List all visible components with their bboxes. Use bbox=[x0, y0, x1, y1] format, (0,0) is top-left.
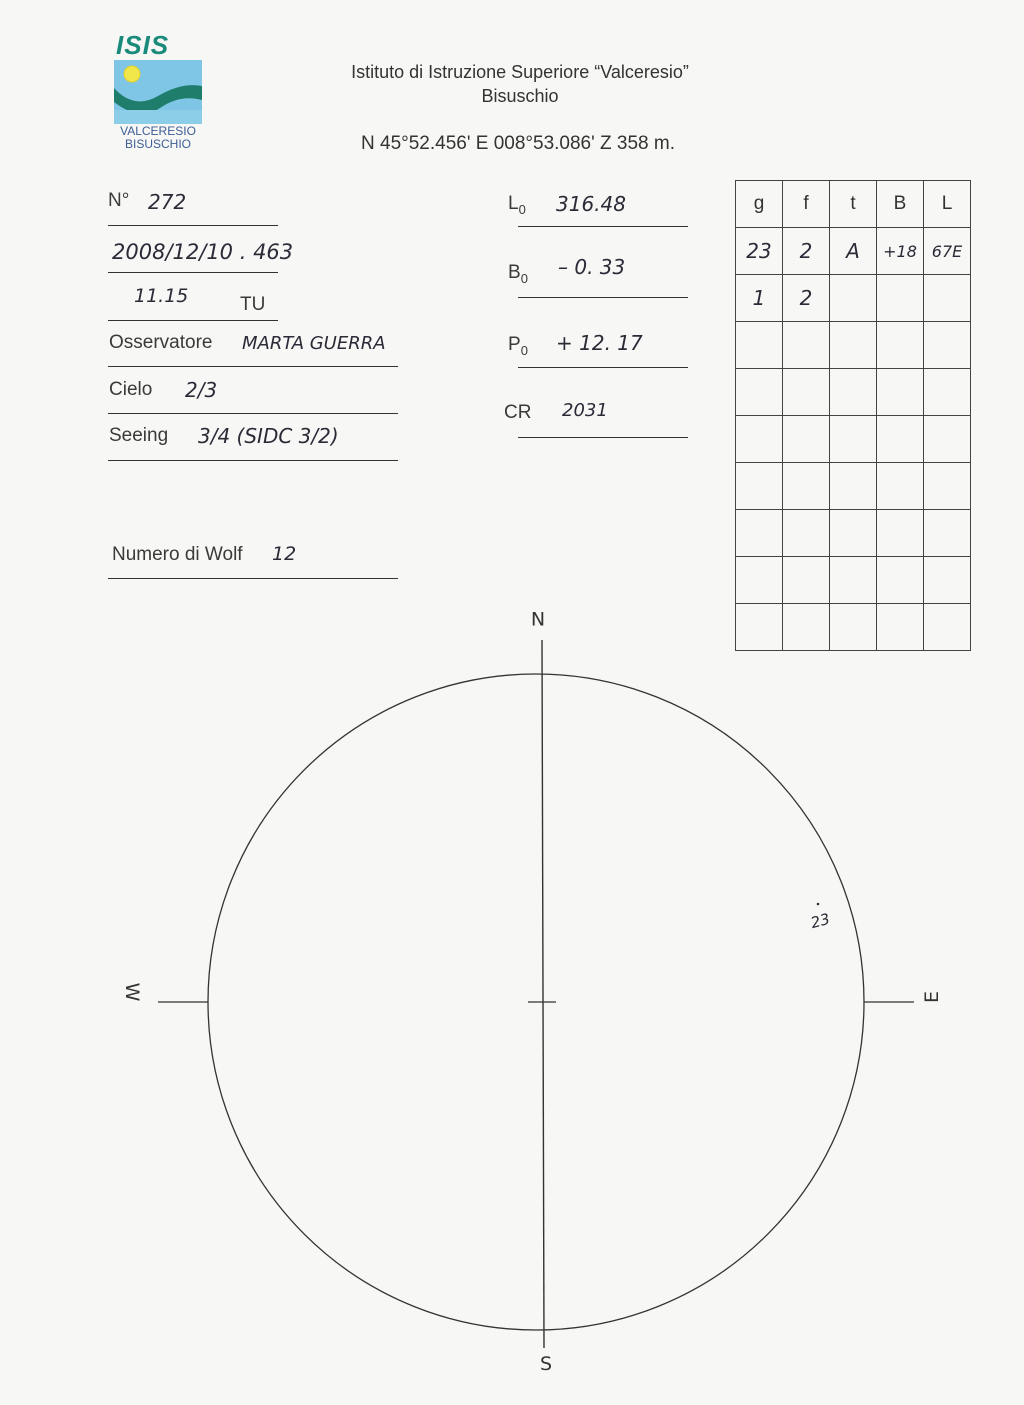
table-cell bbox=[736, 557, 783, 604]
east-label: E bbox=[921, 990, 943, 1004]
table-row bbox=[736, 557, 971, 604]
number-underline bbox=[108, 225, 278, 226]
b0-value: – 0. 33 bbox=[558, 255, 626, 279]
table-cell: 67E bbox=[924, 228, 971, 275]
table-cell bbox=[830, 322, 877, 369]
table-cell bbox=[877, 322, 924, 369]
table-cell bbox=[924, 416, 971, 463]
l0-subscript: 0 bbox=[518, 201, 526, 217]
b0-label bbox=[508, 262, 528, 286]
table-cell bbox=[736, 416, 783, 463]
south-label: S bbox=[539, 1353, 553, 1375]
number-value: 272 bbox=[148, 190, 187, 214]
time-underline bbox=[108, 320, 278, 321]
table-cell bbox=[783, 463, 830, 510]
table-header-row bbox=[736, 181, 971, 228]
observer-label: Osservatore bbox=[109, 332, 213, 353]
logo-brand: ISIS bbox=[116, 30, 170, 60]
logo-caption-line2: BISUSCHIO bbox=[124, 137, 191, 151]
table-cell: 2 bbox=[783, 228, 830, 275]
table-cell bbox=[924, 275, 971, 322]
table-header: B bbox=[877, 181, 924, 228]
table-cell bbox=[877, 557, 924, 604]
table-cell: 1 bbox=[736, 275, 783, 322]
table-cell: +18 bbox=[877, 228, 924, 275]
time-value: 11.15 bbox=[134, 285, 189, 307]
cr-underline bbox=[518, 437, 688, 438]
cr-value: 2031 bbox=[562, 400, 608, 421]
table-header: g bbox=[736, 181, 783, 228]
p0-value: + 12. 17 bbox=[556, 331, 643, 355]
wolf-label: Numero di Wolf bbox=[112, 544, 243, 565]
solar-disk-diagram bbox=[0, 600, 1024, 1400]
p0-underline bbox=[518, 367, 688, 368]
site-coordinates: N 45°52.456' E 008°53.086' Z 358 m. bbox=[361, 133, 675, 154]
table-row bbox=[736, 228, 971, 275]
table-cell bbox=[783, 322, 830, 369]
table-cell bbox=[783, 369, 830, 416]
b0-label-letter: B bbox=[508, 262, 521, 283]
table-cell bbox=[924, 557, 971, 604]
date-underline bbox=[108, 272, 278, 273]
table-cell bbox=[736, 322, 783, 369]
town-name: Bisuschio bbox=[481, 86, 559, 106]
table-cell bbox=[830, 275, 877, 322]
logo-icon bbox=[114, 60, 202, 124]
table-cell bbox=[877, 510, 924, 557]
table-cell bbox=[924, 369, 971, 416]
sky-label: Cielo bbox=[109, 379, 153, 400]
table-row bbox=[736, 463, 971, 510]
table-cell: 2 bbox=[783, 275, 830, 322]
time-unit: TU bbox=[240, 294, 266, 315]
l0-value: 316.48 bbox=[556, 192, 626, 216]
p0-subscript: 0 bbox=[520, 342, 528, 358]
table-cell bbox=[924, 463, 971, 510]
table-row bbox=[736, 416, 971, 463]
seeing-label: Seeing bbox=[109, 425, 169, 446]
table-cell bbox=[736, 369, 783, 416]
table-cell: 23 bbox=[736, 228, 783, 275]
table-row bbox=[736, 275, 971, 322]
l0-label bbox=[508, 193, 526, 217]
wolf-underline bbox=[108, 578, 398, 579]
table-cell bbox=[877, 369, 924, 416]
table-cell bbox=[877, 416, 924, 463]
table-cell bbox=[924, 510, 971, 557]
table-cell bbox=[830, 369, 877, 416]
wolf-value: 12 bbox=[272, 543, 297, 565]
north-label: N bbox=[530, 607, 546, 629]
seeing-value: 3/4 (SIDC 3/2) bbox=[198, 424, 339, 448]
cr-label: CR bbox=[504, 402, 532, 423]
table-cell bbox=[830, 463, 877, 510]
b0-subscript: 0 bbox=[520, 270, 528, 286]
number-label: N° bbox=[108, 190, 130, 211]
table-cell bbox=[924, 322, 971, 369]
table-cell bbox=[830, 557, 877, 604]
table-cell: A bbox=[830, 228, 877, 275]
table-header: f bbox=[783, 181, 830, 228]
west-label: W bbox=[121, 982, 143, 1002]
group-23-label: 23 bbox=[808, 909, 832, 933]
table-row bbox=[736, 369, 971, 416]
table-header: L bbox=[924, 181, 971, 228]
date-value: 2008/12/10 . 463 bbox=[112, 240, 294, 264]
table-cell bbox=[877, 463, 924, 510]
p0-label-letter: P bbox=[508, 334, 521, 355]
l0-label-letter: L bbox=[508, 193, 519, 214]
table-cell bbox=[783, 416, 830, 463]
table-row bbox=[736, 510, 971, 557]
p0-label bbox=[508, 334, 528, 358]
sunspot-dot bbox=[817, 903, 820, 906]
seeing-underline bbox=[108, 460, 398, 461]
table-cell bbox=[783, 510, 830, 557]
table-header: t bbox=[830, 181, 877, 228]
b0-underline bbox=[518, 297, 688, 298]
l0-underline bbox=[518, 226, 688, 227]
table-cell bbox=[877, 275, 924, 322]
institute-name: Istituto di Istruzione Superiore “Valceresio” bbox=[351, 62, 689, 82]
logo-caption-line1: VALCERESIO bbox=[120, 124, 196, 138]
table-row bbox=[736, 322, 971, 369]
observer-underline bbox=[108, 366, 398, 367]
table-cell bbox=[830, 416, 877, 463]
polar-axis-line bbox=[542, 640, 544, 1348]
table-cell bbox=[783, 557, 830, 604]
sunspot-table bbox=[735, 180, 971, 651]
table-cell bbox=[830, 510, 877, 557]
sky-value: 2/3 bbox=[185, 378, 218, 402]
sky-underline bbox=[108, 413, 398, 414]
table-cell bbox=[736, 463, 783, 510]
table-cell bbox=[736, 510, 783, 557]
observer-value: MARTA GUERRA bbox=[242, 333, 386, 354]
logo-caption bbox=[104, 125, 212, 151]
